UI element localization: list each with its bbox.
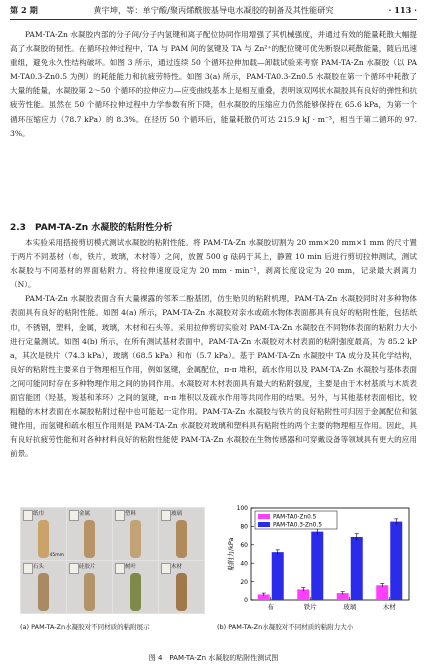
header-rule (10, 19, 417, 20)
section-title: 2.3 PAM-TA-Zn 水凝胶的粘附性分析 (10, 223, 173, 233)
legend-swatch (258, 522, 270, 527)
photo-label: 石头 (33, 564, 45, 570)
bar (376, 585, 388, 600)
paragraph: PAM-TA-Zn 水凝胶内部的分子间/分子内氢键和离子配位协同作用增强了其机械强度，并通过有效的能量耗散大幅提高了水凝胶的韧性。在循环拉伸过程中，TA 与 PAM 间的氢键及 TA 与 Zn²⁺的配位键可优先断裂以耗散能量，随后迅速重组，避免永久性结构破坏。如图 3 所示，通过连续 50 个循环拉伸加载—卸载试验来考察 PAM-TA-Zn 水凝胶（以 PAM-TA0.3-Zn0.5 为例）的耗能能力和抗疲劳特性。如图 3(a) 所示，PAM-TA0.3-Zn0.5 水凝胶在第一个循环中耗散了大量的能量，水凝胶第 2～50 个循环的拉伸应力—应变曲线基本上是相互重叠，表明该双网状水凝胶具有良好的弹性和抗疲劳性能。虽然在 50 个循环拉伸过程中力学参数有所下降，但水凝胶的压缩应力仍然能够保持在 65.6 kPa，为第一个循环压缩应力（78.7 kPa）的 8.3%。在径历 50 个循环后，能量耗散仍可达 215.9 kJ · m⁻³，相当于第二循环的 97.3%。 (10, 30, 417, 138)
y-tick-label: 80 (240, 523, 248, 531)
legend-label: PAM-TA0-Zn0.5 (273, 514, 317, 521)
page-number: · 113 · (388, 5, 417, 15)
x-tick-label: 布 (267, 603, 274, 611)
photo-tile (159, 561, 204, 613)
photo-label: 树叶 (125, 564, 137, 570)
photo-label: 塑料 (125, 511, 137, 517)
photo-label: 玻璃 (171, 511, 183, 517)
body-text-bottom (10, 236, 417, 462)
caption-a: (a) PAM-TA-Zn水凝胶对不同材质的粘附展示 (20, 623, 150, 631)
page-header (10, 5, 417, 19)
photo-tile (159, 508, 204, 560)
photo-tile (67, 508, 112, 560)
paragraph: PAM-TA-Zn 水凝胶表面含有大量裸露的邻苯二酚基团，仿生贻贝的粘附机理，PAM-TA-Zn 水凝胶同时对多种物体表面具有良好的粘附性能。如图 4(a) 所示，PAM-TA-Zn 水凝胶对亲水或疏水物体表面都具有良好的粘附性能，包括纸巾，不锈钢，塑料，金属，玻璃，木材和石头等。采用拉伸剪切实验对 PAM-TA-Zn 水凝胶在不同物体表面的粘附力大小进行定量测试。如图 4(b) 所示，在所有测试基材表面中，PAM-TA-Zn 水凝胶对木材表面的粘附强度最高，为 85.2 kPa，其次是铁片（74.3 kPa），玻璃（68.5 kPa）和布（5.7 kPa）。基于 PAM-TA-Zn 水凝胶中 TA 成分及其化学结构，良好的粘附性主要来自于物理相互作用，例如氢键，金属配位，π-π 堆积，疏水作用以及 PAM-TA-Zn 水凝胶与基体表面之间可能同时存在多种物理作用之间的协同作用。水凝胶对木材表面具有最大的粘附强度，主要是由于木材基质与木质表面官能团（羟基，羧基和苯环）之间的氢键，π-π 堆积以及疏水作用等共同作用的结果。另外，与其他基材表面相比，较粗糙的木材表面在水凝胶粘附过程中也可能起一定作用。PAM-TA-Zn 水凝胶与铁片的良好粘附性可归因于金属配位和氢键作用，而氢键和疏水相互作用则是 PAM-TA-Zn 水凝胶对玻璃和塑料具有粘附性的两个主要的物理相互作用。因此，具有良好抗疲劳性能和对各种材料良好的粘附性能使 PAM-TA-Zn 水凝胶在生物传感器和可穿戴设备等领域具有更大的应用前景。 (10, 294, 417, 459)
bar (311, 532, 323, 600)
y-tick-label: 60 (240, 542, 248, 549)
y-tick-label: 0 (244, 597, 248, 605)
photo-tile (21, 561, 66, 613)
caption-b: (b) PAM-TA-Zn水凝胶对不同材质的粘附力大小 (217, 623, 354, 631)
bar (272, 552, 284, 600)
photo-label: 金属 (79, 511, 91, 517)
y-tick-label: 100 (236, 505, 248, 513)
y-tick-label: 40 (240, 560, 248, 568)
x-tick-label: 木材 (382, 603, 396, 611)
adhesion-bar-chart (225, 502, 415, 620)
photo-tile (113, 508, 158, 560)
photo-tile (21, 508, 66, 560)
paragraph: 本实验采用搭接剪切模式测试水凝胶的粘附性能。将 PAM-TA-Zn 水凝胶切割为 20 mm×20 mm×1 mm 的尺寸置于两片不同基材（布，铁片，玻璃，木材等）之间，放置 500 g 砝码于其上，静置 10 min 后进行剪切拉伸测试，测试水凝胶与不同基材的界面粘附力。将拉伸速度设定为 20 mm · min⁻¹，剥离长度设定为 20 mm，记录最大剥离力（N）。 (10, 238, 417, 290)
bar (351, 537, 363, 600)
photo-tile (67, 561, 112, 613)
photo-label: 硅胶片 (79, 564, 96, 570)
photo-label: 纸巾 (33, 511, 45, 517)
legend-swatch (258, 514, 270, 519)
scale-label: 45mm (49, 553, 64, 558)
running-title: 黄宇坤，等：单宁酸/聚丙烯酰胺基导电水凝胶的制备及其性能研究 (93, 5, 334, 15)
bar (390, 522, 402, 600)
figure-caption: 图 4 PAM-TA-Zn 水凝胶的粘附性测试图 (148, 654, 279, 662)
issue-number: 第 2 期 (10, 5, 38, 15)
photo-label: 木材 (171, 564, 183, 570)
x-tick-label: 玻璃 (343, 603, 357, 611)
photo-tile (113, 561, 158, 613)
x-tick-label: 铁片 (303, 603, 317, 611)
body-text-top (10, 28, 417, 141)
adhesion-photo-panel (20, 507, 205, 614)
legend-label: PAM-TA0.3-Zn0.5 (273, 522, 322, 529)
y-axis-label: 粘附力/kPa (227, 537, 235, 571)
y-tick-label: 20 (240, 578, 248, 586)
